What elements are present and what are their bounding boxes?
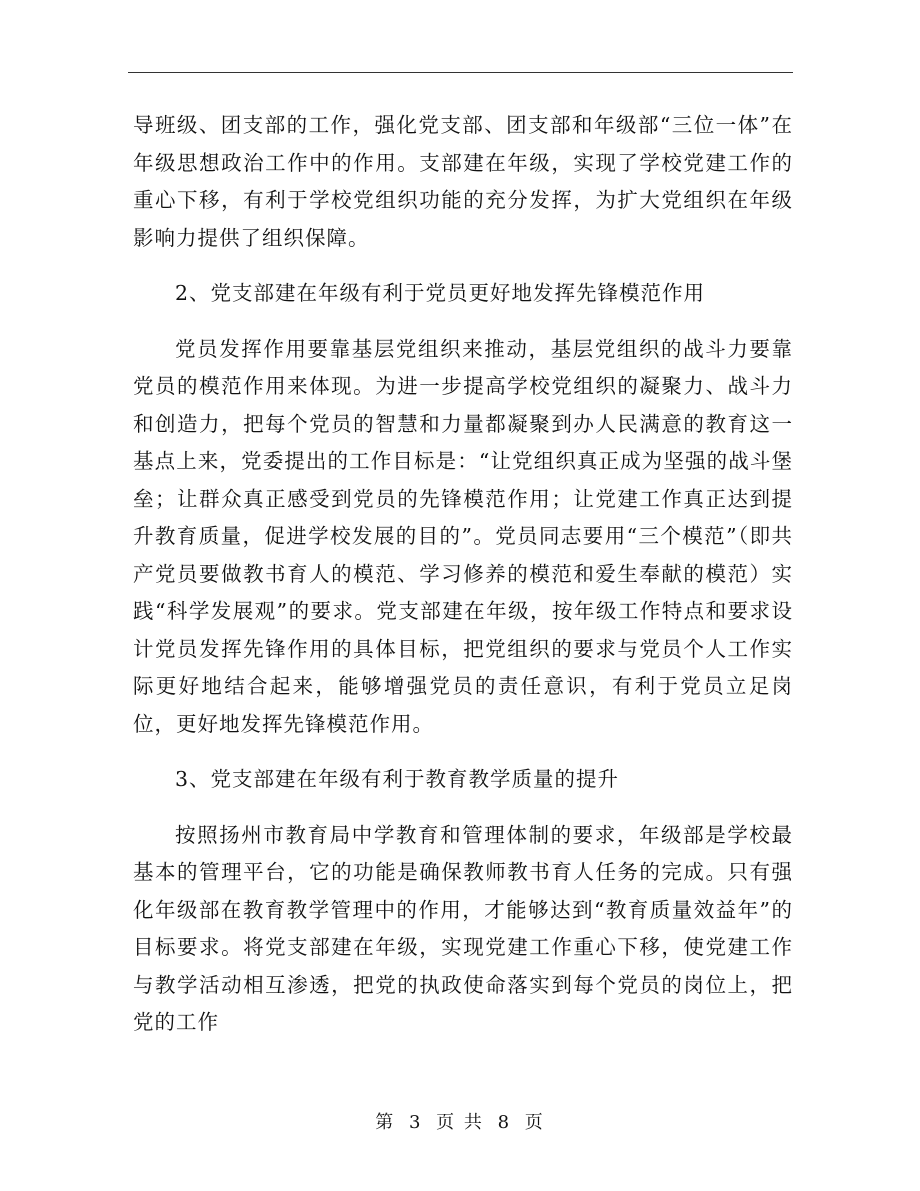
footer-prefix: 第 xyxy=(375,1112,396,1133)
footer-middle: 页 共 xyxy=(436,1112,484,1133)
section-heading-2: 2、党支部建在年级有利于党员更好地发挥先锋模范作用 xyxy=(175,281,706,305)
footer-page-number: 3 xyxy=(408,1112,423,1133)
page-footer xyxy=(0,1108,920,1134)
footer-suffix: 页 xyxy=(524,1112,545,1133)
document-body xyxy=(133,107,793,1042)
paragraph-section-2: 党员发挥作用要靠基层党组织来推动，基层党组织的战斗力要靠党员的模范作用来体现。为进一步提高学校党组织的凝聚力、战斗力和创造力，把每个党员的智慧和力量都凝聚到办人民满意的教育这一基点上来，党委提出的工作目标是：“让党组织真正成为坚强的战斗堡垒；让群众真正感受到党员的先锋模范作用；让党建工作真正达到提升教育质量，促进学校发展的目的”。党员同志要用“三个模范”（即共产党员要做教书育人的模范、学习修养的模范和爱生奉献的模范）实践“科学发展观”的要求。党支部建在年级，按年级工作特点和要求设计党员发挥先锋作用的具体目标，把党组织的要求与党员个人工作实际更好地结合起来，能够增强党员的责任意识，有利于党员立足岗位，更好地发挥先锋模范作用。 xyxy=(133,336,793,736)
header-rule xyxy=(128,72,793,73)
paragraph-section-3: 按照扬州市教育局中学教育和管理体制的要求，年级部是学校最基本的管理平台，它的功能是确保教师教书育人任务的完成。只有强化年级部在教育教学管理中的作用，才能够达到“教育质量效益年”的目标要求。将党支部建在年级，实现党建工作重心下移，使党建工作与教学活动相互渗透，把党的执政使命落实到每个党员的岗位上，把党的工作 xyxy=(133,822,793,1034)
footer-total-pages: 8 xyxy=(497,1112,512,1133)
section-heading-3: 3、党支部建在年级有利于教育教学质量的提升 xyxy=(175,767,620,791)
paragraph-continuation: 导班级、团支部的工作，强化党支部、团支部和年级部“三位一体”在年级思想政治工作中的作用。支部建在年级，实现了学校党建工作的重心下移，有利于学校党组织功能的充分发挥，为扩大党组织在年级影响力提供了组织保障。 xyxy=(133,113,793,250)
